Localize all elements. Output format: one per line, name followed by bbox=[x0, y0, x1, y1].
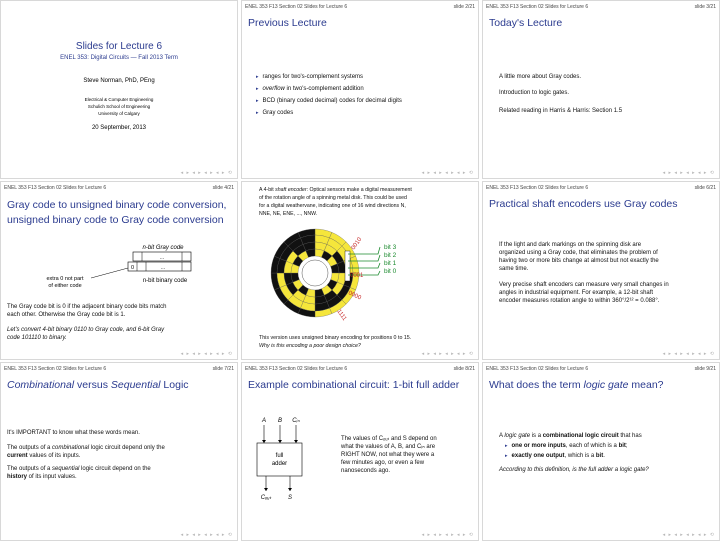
header-text: ENEL 353 F13 Section 02 Slides for Lecture 6 bbox=[486, 185, 589, 191]
slide-nav[interactable]: ◂ ▸ ◂ ▸ ◂ ▸ ◂ ▸ ⟲ bbox=[180, 532, 233, 538]
header-text: ENEL 353 F13 Section 02 Slides for Lecture 6 bbox=[4, 366, 107, 372]
bullet-item: ▸ overflow in two's-complement addition bbox=[256, 86, 364, 92]
bullet-item: ▸ exactly one output, which is a bit. bbox=[505, 453, 605, 459]
slide-5[interactable] bbox=[241, 181, 479, 360]
course-name: ENEL 353: Digital Circuits — Fall 2013 Term bbox=[60, 55, 178, 61]
bullet-item: ▸ Gray codes bbox=[256, 110, 294, 116]
box-label: adder bbox=[271, 461, 288, 467]
slide-title-line-1: Gray code to unsigned binary code conversion, bbox=[7, 199, 227, 211]
bullet-item: ▸ ranges for two's-complement systems bbox=[256, 74, 364, 80]
paragraph: few minutes ago, or even a few bbox=[341, 460, 425, 466]
conversion-diagram bbox=[1, 240, 238, 300]
ellipsis: ... bbox=[159, 255, 165, 261]
footer-note: This version uses unsigned binary encoding for positions 0 to 15. bbox=[259, 335, 412, 341]
slide-number: slide 3/21 bbox=[694, 4, 716, 10]
paragraph: each other. Otherwise the Gray code bit is 1. bbox=[7, 312, 126, 318]
intro-line: A 4-bit shaft encoder: Optical sensors make a digital measurement bbox=[259, 187, 412, 193]
shaft-encoder-disk bbox=[242, 218, 479, 328]
paragraph: RIGHT NOW, not what they were a bbox=[341, 452, 435, 458]
author: Steve Norman, PhD, PEng bbox=[83, 78, 155, 84]
department: Electrical & Computer Engineering bbox=[84, 97, 154, 102]
extra-zero-note-1: extra 0 not part bbox=[46, 276, 84, 282]
slide-number: slide 6/21 bbox=[694, 185, 716, 191]
slide-9[interactable] bbox=[482, 362, 720, 541]
paragraph: It's IMPORTANT to know what these words mean. bbox=[7, 430, 140, 436]
intro-line: NNE, NE, ENE, ..., NNW. bbox=[259, 211, 318, 217]
bit-label: bit 2 bbox=[384, 252, 397, 259]
input-b-label: B bbox=[277, 418, 283, 424]
paragraph: If the light and dark markings on the spinning disk are bbox=[499, 242, 642, 248]
paragraph: same time. bbox=[499, 266, 529, 272]
gray-code-label: n-bit Gray code bbox=[142, 245, 184, 251]
slide-title: Previous Lecture bbox=[248, 17, 327, 29]
footer-question: Why is this encoding a poor design choice? bbox=[259, 343, 361, 349]
slide-nav[interactable]: ◂ ▸ ◂ ▸ ◂ ▸ ◂ ▸ ⟲ bbox=[662, 170, 715, 176]
input-cin-label: Cᵢₙ bbox=[292, 418, 300, 424]
slide-7[interactable] bbox=[0, 362, 238, 541]
slide-number: slide 8/21 bbox=[453, 366, 475, 372]
exercise: code 101110 to binary. bbox=[7, 335, 67, 341]
paragraph: A little more about Gray codes. bbox=[499, 74, 582, 80]
position-code: 1111 bbox=[335, 308, 348, 322]
slide-number: slide 4/21 bbox=[212, 185, 234, 191]
box-label: full bbox=[275, 453, 284, 459]
paragraph: organized using a Gray code, that eliminates the problem of bbox=[499, 250, 658, 256]
paragraph: Introduction to logic gates. bbox=[499, 90, 570, 96]
header-text: ENEL 353 F13 Section 02 Slides for Lecture 6 bbox=[245, 4, 348, 10]
slide-1[interactable] bbox=[0, 0, 238, 179]
slide-nav[interactable]: ◂ ▸ ◂ ▸ ◂ ▸ ◂ ▸ ⟲ bbox=[421, 170, 474, 176]
slide-number: slide 9/21 bbox=[694, 366, 716, 372]
paragraph: Very precise shaft encoders can measure very small changes in bbox=[499, 282, 669, 288]
paragraph: nanoseconds ago. bbox=[341, 468, 391, 474]
header-text: ENEL 353 F13 Section 02 Slides for Lecture 6 bbox=[4, 185, 107, 191]
paragraph: angles in industrial equipment. For example, a 12-bit shaft bbox=[499, 290, 654, 296]
bullet-item: ▸ BCD (binary coded decimal) codes for decimal digits bbox=[256, 98, 402, 104]
slide-nav[interactable]: ◂ ▸ ◂ ▸ ◂ ▸ ◂ ▸ ⟲ bbox=[421, 351, 474, 357]
slide-3[interactable] bbox=[482, 0, 720, 179]
paragraph: The outputs of a combinational logic circuit depend only the bbox=[7, 445, 165, 451]
paragraph: current values of its inputs. bbox=[7, 453, 81, 459]
university: University of Calgary bbox=[98, 111, 140, 116]
slide-number: slide 7/21 bbox=[212, 366, 234, 372]
paragraph: The Gray code bit is 0 if the adjacent binary code bits match bbox=[7, 304, 167, 310]
slide-title: What does the term logic gate mean? bbox=[489, 379, 664, 391]
extra-zero-note-2: of either code bbox=[48, 283, 82, 289]
header-text: ENEL 353 F13 Section 02 Slides for Lecture 6 bbox=[245, 366, 348, 372]
bit-label: bit 0 bbox=[384, 268, 397, 275]
full-adder-diagram bbox=[252, 413, 322, 513]
paragraph: Related reading in Harris & Harris: Section 1.5 bbox=[499, 108, 623, 114]
slide-title: Slides for Lecture 6 bbox=[75, 41, 163, 52]
date: 20 September, 2013 bbox=[91, 125, 147, 131]
input-a-label: A bbox=[261, 418, 267, 424]
slide-6[interactable] bbox=[482, 181, 720, 360]
output-cout-label: Cₒᵤₜ bbox=[260, 495, 272, 501]
bit-label: bit 3 bbox=[384, 244, 397, 251]
header-text: ENEL 353 F13 Section 02 Slides for Lecture 6 bbox=[486, 4, 589, 10]
paragraph: history of its input values. bbox=[7, 474, 77, 480]
zero-bit: 0 bbox=[130, 265, 135, 271]
slide-nav[interactable]: ◂ ▸ ◂ ▸ ◂ ▸ ◂ ▸ ⟲ bbox=[662, 532, 715, 538]
slide-title-line-2: unsigned binary code to Gray code conversion bbox=[7, 214, 224, 226]
slide-8[interactable] bbox=[241, 362, 479, 541]
position-code: 0010 bbox=[350, 236, 364, 252]
output-s-label: S bbox=[287, 495, 293, 501]
paragraph: The values of Cₒᵤₜ and S depend on bbox=[341, 436, 437, 442]
slide-nav[interactable]: ◂ ▸ ◂ ▸ ◂ ▸ ◂ ▸ ⟲ bbox=[421, 532, 474, 538]
slide-title: Combinational versus Sequential Logic bbox=[7, 379, 189, 391]
intro-line: for a digital weathervane, indicating one of 16 wind directions N, bbox=[259, 203, 406, 209]
slide-nav[interactable]: ◂ ▸ ◂ ▸ ◂ ▸ ◂ ▸ ⟲ bbox=[662, 351, 715, 357]
slide-title: Practical shaft encoders use Gray codes bbox=[489, 198, 678, 210]
slide-nav[interactable]: ◂ ▸ ◂ ▸ ◂ ▸ ◂ ▸ ⟲ bbox=[180, 170, 233, 176]
question: According to this definition, is the full adder a logic gate? bbox=[499, 467, 649, 473]
ellipsis: ... bbox=[160, 265, 166, 271]
slide-2[interactable] bbox=[241, 0, 479, 179]
paragraph: having two or more bits change at almost but not exactly the bbox=[499, 258, 659, 264]
slide-title: Today's Lecture bbox=[489, 17, 563, 29]
position-code: 0001 bbox=[350, 273, 364, 279]
bit-label: bit 1 bbox=[384, 260, 397, 267]
bullet-item: ▸ one or more inputs, each of which is a bit; bbox=[505, 443, 628, 449]
paragraph: The outputs of a sequential logic circuit depend on the bbox=[7, 466, 151, 472]
position-code: 0000 bbox=[347, 290, 362, 302]
intro-line: of the rotation angle of a spinning metal disk. This could be used bbox=[259, 195, 407, 201]
paragraph: encoder measures rotation angle to within 360°/2¹² = 0.088°. bbox=[499, 298, 660, 304]
definition: A logic gate is a combinational logic circuit that has bbox=[499, 433, 642, 439]
slide-4[interactable] bbox=[0, 181, 238, 360]
paragraph: what the values of A, B, and Cᵢₙ are bbox=[341, 444, 436, 450]
slide-nav[interactable]: ◂ ▸ ◂ ▸ ◂ ▸ ◂ ▸ ⟲ bbox=[180, 351, 233, 357]
slide-number: slide 2/21 bbox=[453, 4, 475, 10]
exercise: Let's convert 4-bit binary 0110 to Gray code, and 6-bit Gray bbox=[7, 327, 165, 333]
header-text: ENEL 353 F13 Section 02 Slides for Lecture 6 bbox=[486, 366, 589, 372]
slide-title: Example combinational circuit: 1-bit full adder bbox=[248, 379, 460, 391]
school: Schulich School of Engineering bbox=[87, 104, 151, 109]
binary-code-label: n-bit binary code bbox=[142, 278, 188, 284]
